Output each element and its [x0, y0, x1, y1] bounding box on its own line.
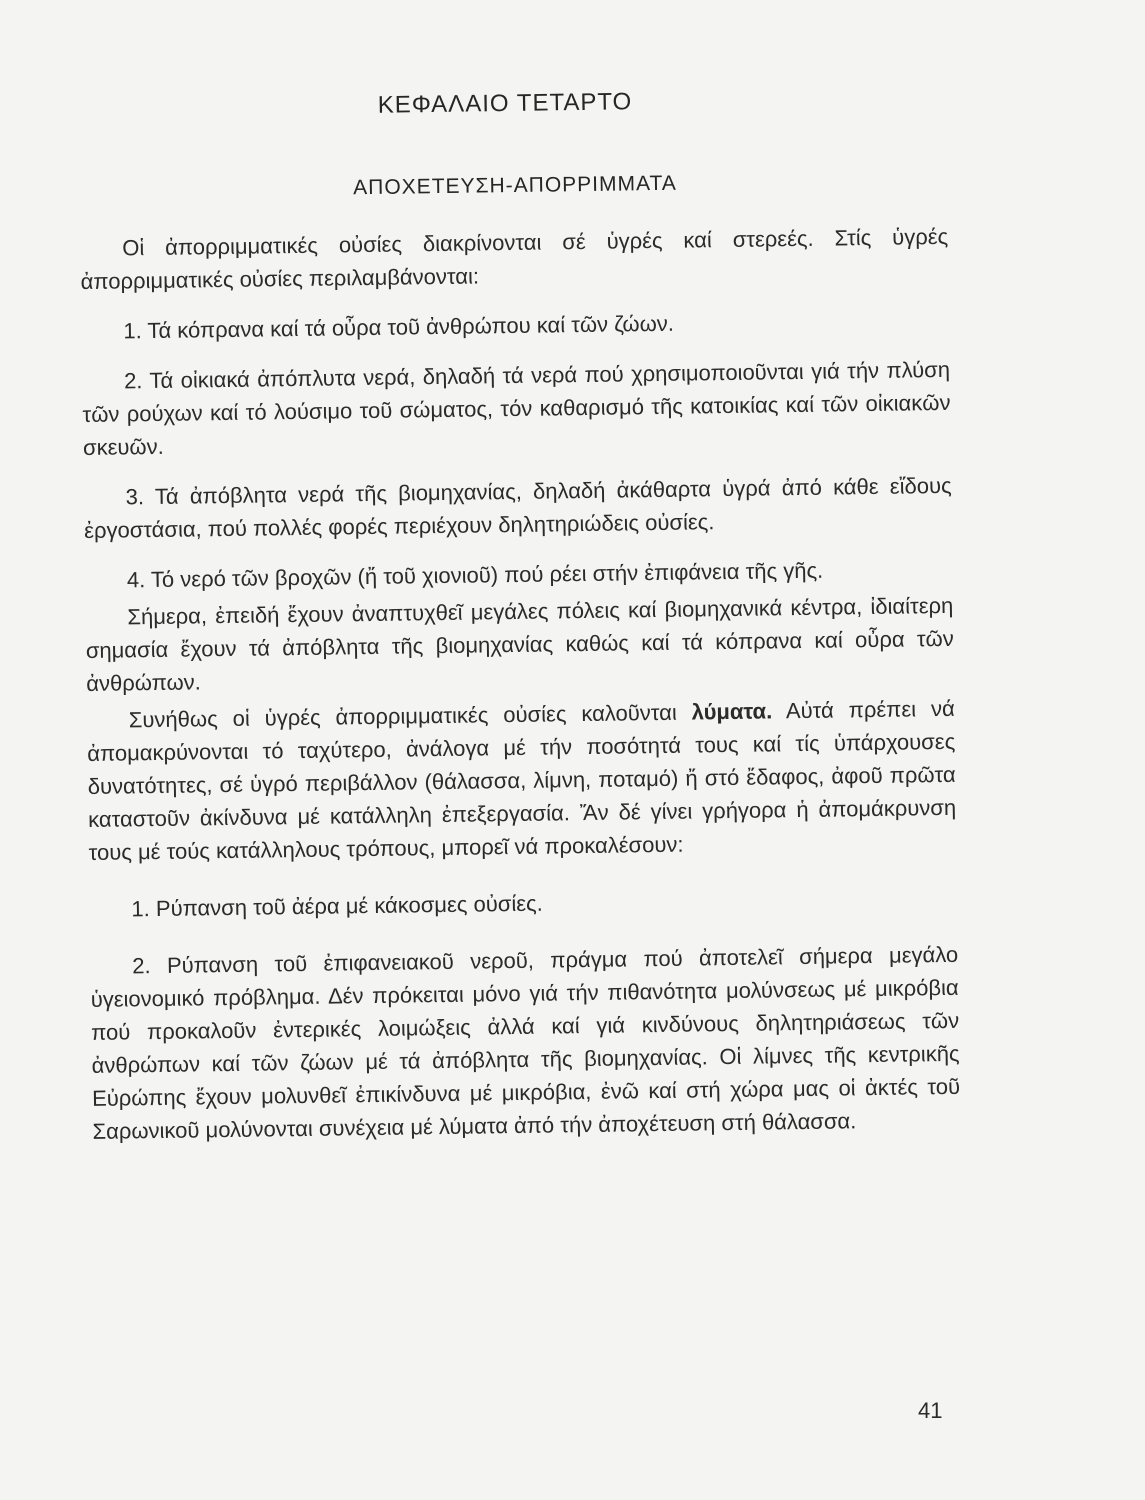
sewage-paragraph-start: Συνήθως οἱ ὑγρές ἀπορριμματικές οὐσίες καλοῦνται — [128, 699, 692, 733]
liquid-waste-item-4: 4. Τό νερό τῶν βροχῶν (ἤ τοῦ χιονιοῦ) πού ρέει στήν ἐπιφάνεια τῆς γῆς. — [126, 557, 824, 593]
sewage-paragraph — [87, 692, 957, 869]
chapter-title: ΚΕΦΑΛΑΙΟ ΤΕΤΑΡΤΟ — [377, 88, 633, 119]
intro-paragraph: Οἱ ἀπορριμματικές οὐσίες διακρίνονται σέ ὑγρές καί στερεές. Στίς ὑγρές ἀπορριμματικές οὐσίες περιλαμβάνονται: — [80, 223, 949, 294]
body-text — [80, 220, 961, 1148]
sewage-paragraph-rest: Αὐτά πρέπει νά ἀπομακρύνονται τό ταχύτερο, ἀνάλογα μέ τήν ποσότητά τους καί τίς ὑπάρχουσες δυνατότητες, σέ ὑγρό περιβάλλον (θάλασσα, λίμνη, ποταμό) ἤ στό ἔδαφος, ἀφοῦ πρῶτα καταστοῦν ἀκίνδυνα μέ κατάλληλη ἐπεξεργασία. Ἄν δέ γίνει γρήγορα ἡ ἀπομάκρυνση τους μέ τούς κατάλληλους τρόπους, μπορεῖ νά προκαλέσουν: — [87, 695, 957, 865]
section-title: ΑΠΟΧΕΤΕΥΣΗ-ΑΠΟΡΡΙΜΜΑΤΑ — [353, 171, 677, 200]
liquid-waste-item-3: 3. Τά ἀπόβλητα νερά τῆς βιομηχανίας, δηλαδή ἀκάθαρτα ὑγρά ἀπό κάθε εἴδους ἐργοστάσια, πού πολλές φορές περιέχουν δηλητηριώδεις οὐσίες. — [83, 472, 952, 543]
sewage-term: λύματα. — [691, 698, 773, 725]
liquid-waste-item-1: 1. Τά κόπρανα καί τά οὖρα τοῦ ἀνθρώπου καί τῶν ζώων. — [123, 310, 675, 344]
page-number: 41 — [918, 1398, 943, 1423]
consequence-item-2: 2. Ρύπανση τοῦ ἐπιφανειακοῦ νεροῦ, πράγμα πού ἀποτελεῖ σήμερα μεγάλο ὑγειονομικό πρόβλημα. Δέν πρόκειται μόνο γιά τήν πιθανότητα μολύνσεως μέ μικρόβια πού προκαλοῦν ἐντερικές λοιμώξεις ἀλλά καί γιά κινδύνους δηλητηριάσεως τῶν ἀνθρώπων καί τῶν ζώων μέ τά ἀπόβλητα τῆς βιομηχανίας. Οἱ λίμνες τῆς κεντρικῆς Εὐρώπης ἔχουν μολυνθεῖ ἐπικίνδυνα μέ μικρόβια, ἐνῶ καί στή χώρα μας οἱ ἀκτές τοῦ Σαρωνικοῦ μολύνονται συνέχεια μέ λύματα ἀπό τήν ἀποχέτευση στή θάλασσα. — [90, 941, 961, 1144]
liquid-waste-item-2: 2. Τά οἰκιακά ἀπόπλυτα νερά, δηλαδή τά νερά πού χρησιμοποιοῦνται γιά τήν πλύση τῶν ρούχων καί τό λούσιμο τοῦ σώματος, τόν καθαρισμό τῆς κατοικίας καί τῶν οἰκιακῶν σκευῶν. — [82, 356, 951, 460]
today-paragraph: Σήμερα, ἐπειδή ἔχουν ἀναπτυχθεῖ μεγάλες πόλεις καί βιομηχανικά κέντρα, ἰδιαίτερη σημασία ἔχουν τά ἀπόβλητα τῆς βιομηχανίας καθώς καί τά κόπρανα καί οὖρα τῶν ἀνθρώπων. — [85, 592, 954, 696]
consequence-item-1: 1. Ρύπανση τοῦ ἀέρα μέ κάκοσμες οὐσίες. — [131, 890, 543, 922]
